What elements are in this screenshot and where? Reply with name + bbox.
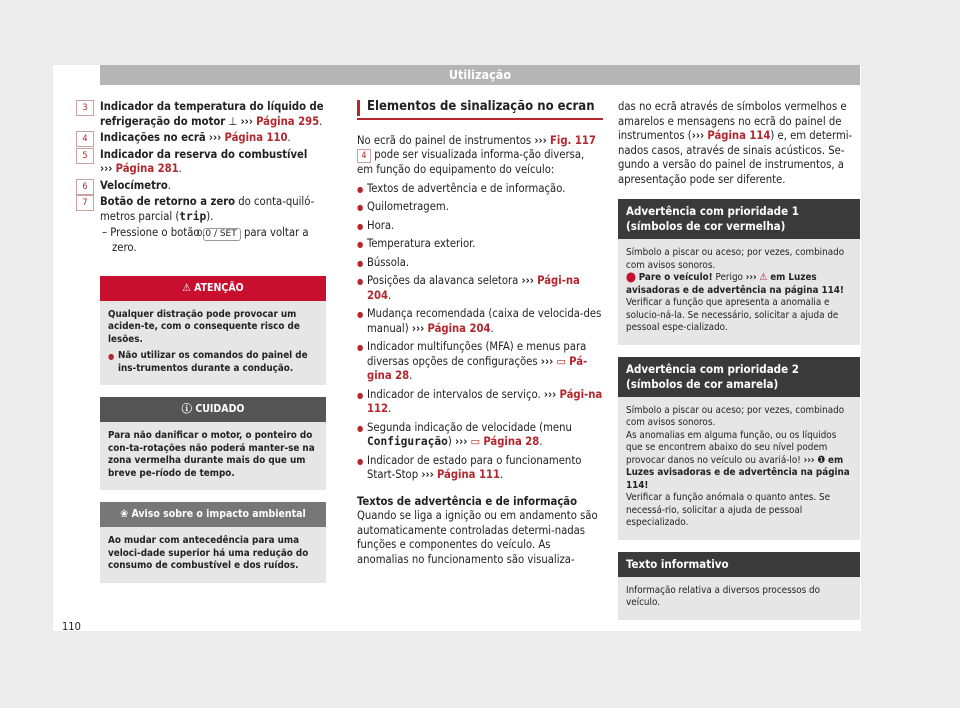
priority1-text: Verificar a função que apresenta a anomalia e solucio-ná-la. Se necessário, solicitar a ajuda de pessoal espe-cializado. — [626, 297, 839, 333]
bullet-item: ● Hora. — [357, 219, 603, 234]
priority1-warning — [626, 272, 852, 297]
warning-triangle-icon: ⚠ — [182, 281, 191, 294]
warning-triangle-icon: ⚠ — [759, 272, 768, 283]
column-left — [82, 100, 326, 595]
page-link[interactable]: Página 295 — [256, 114, 320, 128]
paragraph — [618, 100, 860, 187]
bullet-item: ● Temperatura exterior. — [357, 237, 603, 252]
bullet-item: ● Segunda indicação de velocidade (menu Configuração) ››› ▭ Página 28. — [357, 421, 603, 450]
arrow: ››› — [240, 114, 253, 128]
item-number: 5 — [76, 148, 94, 164]
arrow: ››› — [454, 435, 468, 448]
page-link[interactable]: Página 281 — [115, 162, 179, 175]
reset-button-label: 0.0 / SET — [203, 228, 241, 241]
paragraph-text-rest: ) e, em determi-nados casos, através de sinais acústicos. Se-gundo a versão do painel de instrumentos, a apresentação pode ser diferente. — [618, 129, 853, 186]
instruction-step: – Pressione o botão 0.0 / SET para voltar a zero. — [102, 226, 309, 254]
cuidado-text: Para não danificar o motor, o ponteiro do con-ta-rotações não poderá manter-se na zona vermelha durante mais do que um breve pe-ríodo de tempo. — [108, 430, 315, 479]
bullet-text: Posições da alavanca seletora — [367, 274, 519, 287]
info-circle-icon: ⓘ — [181, 403, 193, 415]
arrow: ››› — [803, 454, 815, 466]
item-number: 6 — [76, 179, 94, 195]
page-link[interactable]: Pági-na 204 — [367, 274, 580, 302]
danger-text: Perigo — [715, 272, 743, 283]
book-icon: ▭ — [470, 435, 481, 448]
thermometer-icon: ⊥ — [228, 114, 238, 128]
page-header: Utilização — [100, 65, 860, 85]
callout-number: 4 — [357, 149, 371, 163]
page-link[interactable]: Página 111 — [436, 468, 500, 481]
bullet-text: Mudança recomendada (caixa de velocida-des manual) — [367, 307, 602, 335]
column-middle — [357, 100, 603, 567]
trip-label: trip — [179, 209, 207, 223]
arrow: ››› — [100, 162, 113, 175]
paragraph-text: das no ecrã através de símbolos vermelhos e amarelos e mensagens no ecrã do painel de instrumentos ( — [618, 100, 847, 142]
arrow: ››› — [691, 129, 705, 142]
priority2-text: Verificar a função anómala o quanto antes. Se necessá-rio, solicitar a ajuda de pessoal especializado. — [626, 492, 830, 528]
priority2-warning — [626, 430, 852, 493]
ambiental-title: Aviso sobre o impacto ambiental — [131, 508, 306, 520]
item-number: 4 — [76, 131, 94, 147]
page-link[interactable]: Pá-gina 28 — [367, 354, 588, 382]
ambiental-text: Ao mudar com antecedência para uma veloci-dade superior há uma redução do consumo de combustível e dos ruídos. — [108, 535, 309, 571]
priority2-body — [618, 397, 860, 540]
list-item: 4 Indicações no ecrã ››› Página 110. — [100, 131, 326, 146]
stop-text: Pare o veículo! — [638, 272, 713, 283]
priority2-text: As anomalias em alguma função, ou os líquidos que se encontrem abaixo do seu nível podem provocar danos no veículo ou avariá-lo! — [626, 429, 837, 466]
page-link[interactable]: Pági-na 112 — [367, 387, 603, 415]
item-text-end: ). — [206, 209, 214, 223]
arrow: ››› — [540, 354, 554, 368]
bullet-text: Indicador multifunções (MFA) e menus para diversas opções de configurações — [367, 340, 587, 368]
bullet-text: Indicador de estado para o funcionamento Start-Stop — [367, 453, 582, 481]
cuidado-box — [100, 397, 326, 490]
arrow: ››› — [208, 131, 222, 144]
info-title: Texto informativo — [618, 552, 860, 577]
intro-text-rest: pode ser visualizada informa-ção diversa, em função do equipamento do veículo: — [357, 148, 585, 176]
ambiental-header — [100, 502, 326, 527]
column-right — [618, 100, 860, 632]
info-box — [618, 552, 860, 620]
section-title: Elementos de sinalização no ecran — [357, 100, 603, 120]
list-item: 6 Velocímetro. — [100, 179, 326, 194]
paragraph: Quando se liga a ignição ou em andamento são automaticamente controladas determi-nadas funções e componentes do veículo. As anomalias no funcionamento são visualiza- — [357, 509, 598, 566]
item-text: Velocímetro — [100, 178, 168, 192]
bullet-item: ● Quilometragem. — [357, 200, 603, 215]
arrow: ››› — [534, 133, 547, 147]
bullet-item: ● Indicador multifunções (MFA) e menus para diversas opções de configurações ››› ▭ Pá-gina 28. — [357, 340, 603, 384]
exclamation-icon: ❶ — [817, 454, 826, 466]
bullet-item: ● Textos de advertência e de informação. — [357, 182, 603, 197]
list-item: 3 Indicador da temperatura do líquido de refrigeração do motor ⊥ ››› Página 295. — [100, 100, 326, 129]
bullet-text: Segunda indicação de velocidade (menu — [367, 420, 572, 434]
arrow: ››› — [543, 387, 557, 401]
priority2-title: Advertência com prioridade 2 (símbolos de cor amarela) — [618, 357, 860, 397]
atencao-text: Qualquer distração pode provocar um aciden-te, com o consequente risco de lesões. — [108, 308, 300, 345]
bullet-item: ● Mudança recomendada (caixa de velocida-des manual) ››› Página 204. — [357, 307, 603, 336]
item-number: 3 — [76, 100, 94, 116]
atencao-title: ATENÇÃO — [194, 281, 244, 294]
warning-ref: em Luzes avisadoras e de advertência na página 114! — [626, 272, 844, 296]
item-number: 7 — [76, 195, 94, 211]
item-text: Indicações no ecrã — [100, 131, 206, 144]
step-text: Pressione o botão — [110, 226, 200, 239]
bullet-item: ● Posições da alavanca seletora ››› Pági-na 204. — [357, 274, 603, 303]
atencao-body — [100, 301, 326, 386]
leaf-icon: ❀ — [120, 508, 129, 520]
priority2-box — [618, 357, 860, 540]
bullet-item: ● Indicador de intervalos de serviço. ››› Pági-na 112. — [357, 388, 603, 417]
book-icon: ▭ — [556, 354, 566, 368]
arrow: ››› — [521, 274, 534, 287]
item-text-rest: do conta-quiló-metros parcial ( — [100, 195, 315, 223]
list-item — [82, 195, 326, 256]
warning-ref: em Luzes avisadoras e de advertência na página 114! — [626, 454, 850, 491]
arrow: ››› — [745, 272, 757, 283]
bullet-text: Indicador de intervalos de serviço. — [367, 387, 541, 401]
item-text: Indicador da temperatura do líquido de refrigeração do motor — [100, 100, 324, 128]
page-link[interactable]: Página 114 — [707, 129, 771, 142]
stop-icon: ⬤ — [626, 272, 636, 283]
cuidado-header — [100, 397, 326, 422]
arrow: ››› — [411, 321, 425, 335]
priority2-text: Símbolo a piscar ou aceso; por vezes, combinado com avisos sonoros. — [626, 404, 845, 428]
intro-text: No ecrã do painel de instrumentos — [357, 133, 532, 147]
bullet-item: ● Bússola. — [357, 256, 603, 271]
info-text: Informação relativa a diversos processos do veículo. — [626, 584, 821, 608]
page-number: 110 — [62, 620, 81, 633]
list-item: 5 Indicador da reserva do combustível ››› Página 281. — [100, 148, 326, 177]
item-text: Botão de retorno a zero — [100, 195, 236, 208]
item-text: Indicador da reserva do combustível — [100, 147, 308, 161]
intro-paragraph — [357, 134, 603, 178]
figure-link[interactable]: Fig. 117 — [550, 133, 596, 147]
bullet-item: ● Indicador de estado para o funcionamento Start-Stop ››› Página 111. — [357, 454, 603, 483]
priority1-text: Símbolo a piscar ou aceso; por vezes, combinado com avisos sonoros. — [626, 247, 845, 271]
priority1-body — [618, 239, 860, 345]
cuidado-title: CUIDADO — [195, 403, 245, 415]
page-link[interactable]: Página 28 — [483, 435, 540, 448]
menu-name: Configuração — [367, 435, 448, 448]
subsection-title: Textos de advertência e de informação — [357, 494, 578, 508]
atencao-bullet: ● Não utilizar os comandos do painel de ins-trumentos durante a condução. — [108, 350, 318, 375]
page-link[interactable]: Página 204 — [427, 321, 491, 335]
page-link[interactable]: Página 110 — [224, 131, 288, 144]
priority1-title: Advertência com prioridade 1 (símbolos de cor vermelha) — [618, 199, 860, 239]
ambiental-box — [100, 502, 326, 583]
step-text-end: para voltar a zero. — [112, 226, 309, 254]
priority1-box — [618, 199, 860, 345]
atencao-header — [100, 276, 326, 301]
arrow: ››› — [421, 468, 434, 481]
atencao-box — [100, 276, 326, 386]
